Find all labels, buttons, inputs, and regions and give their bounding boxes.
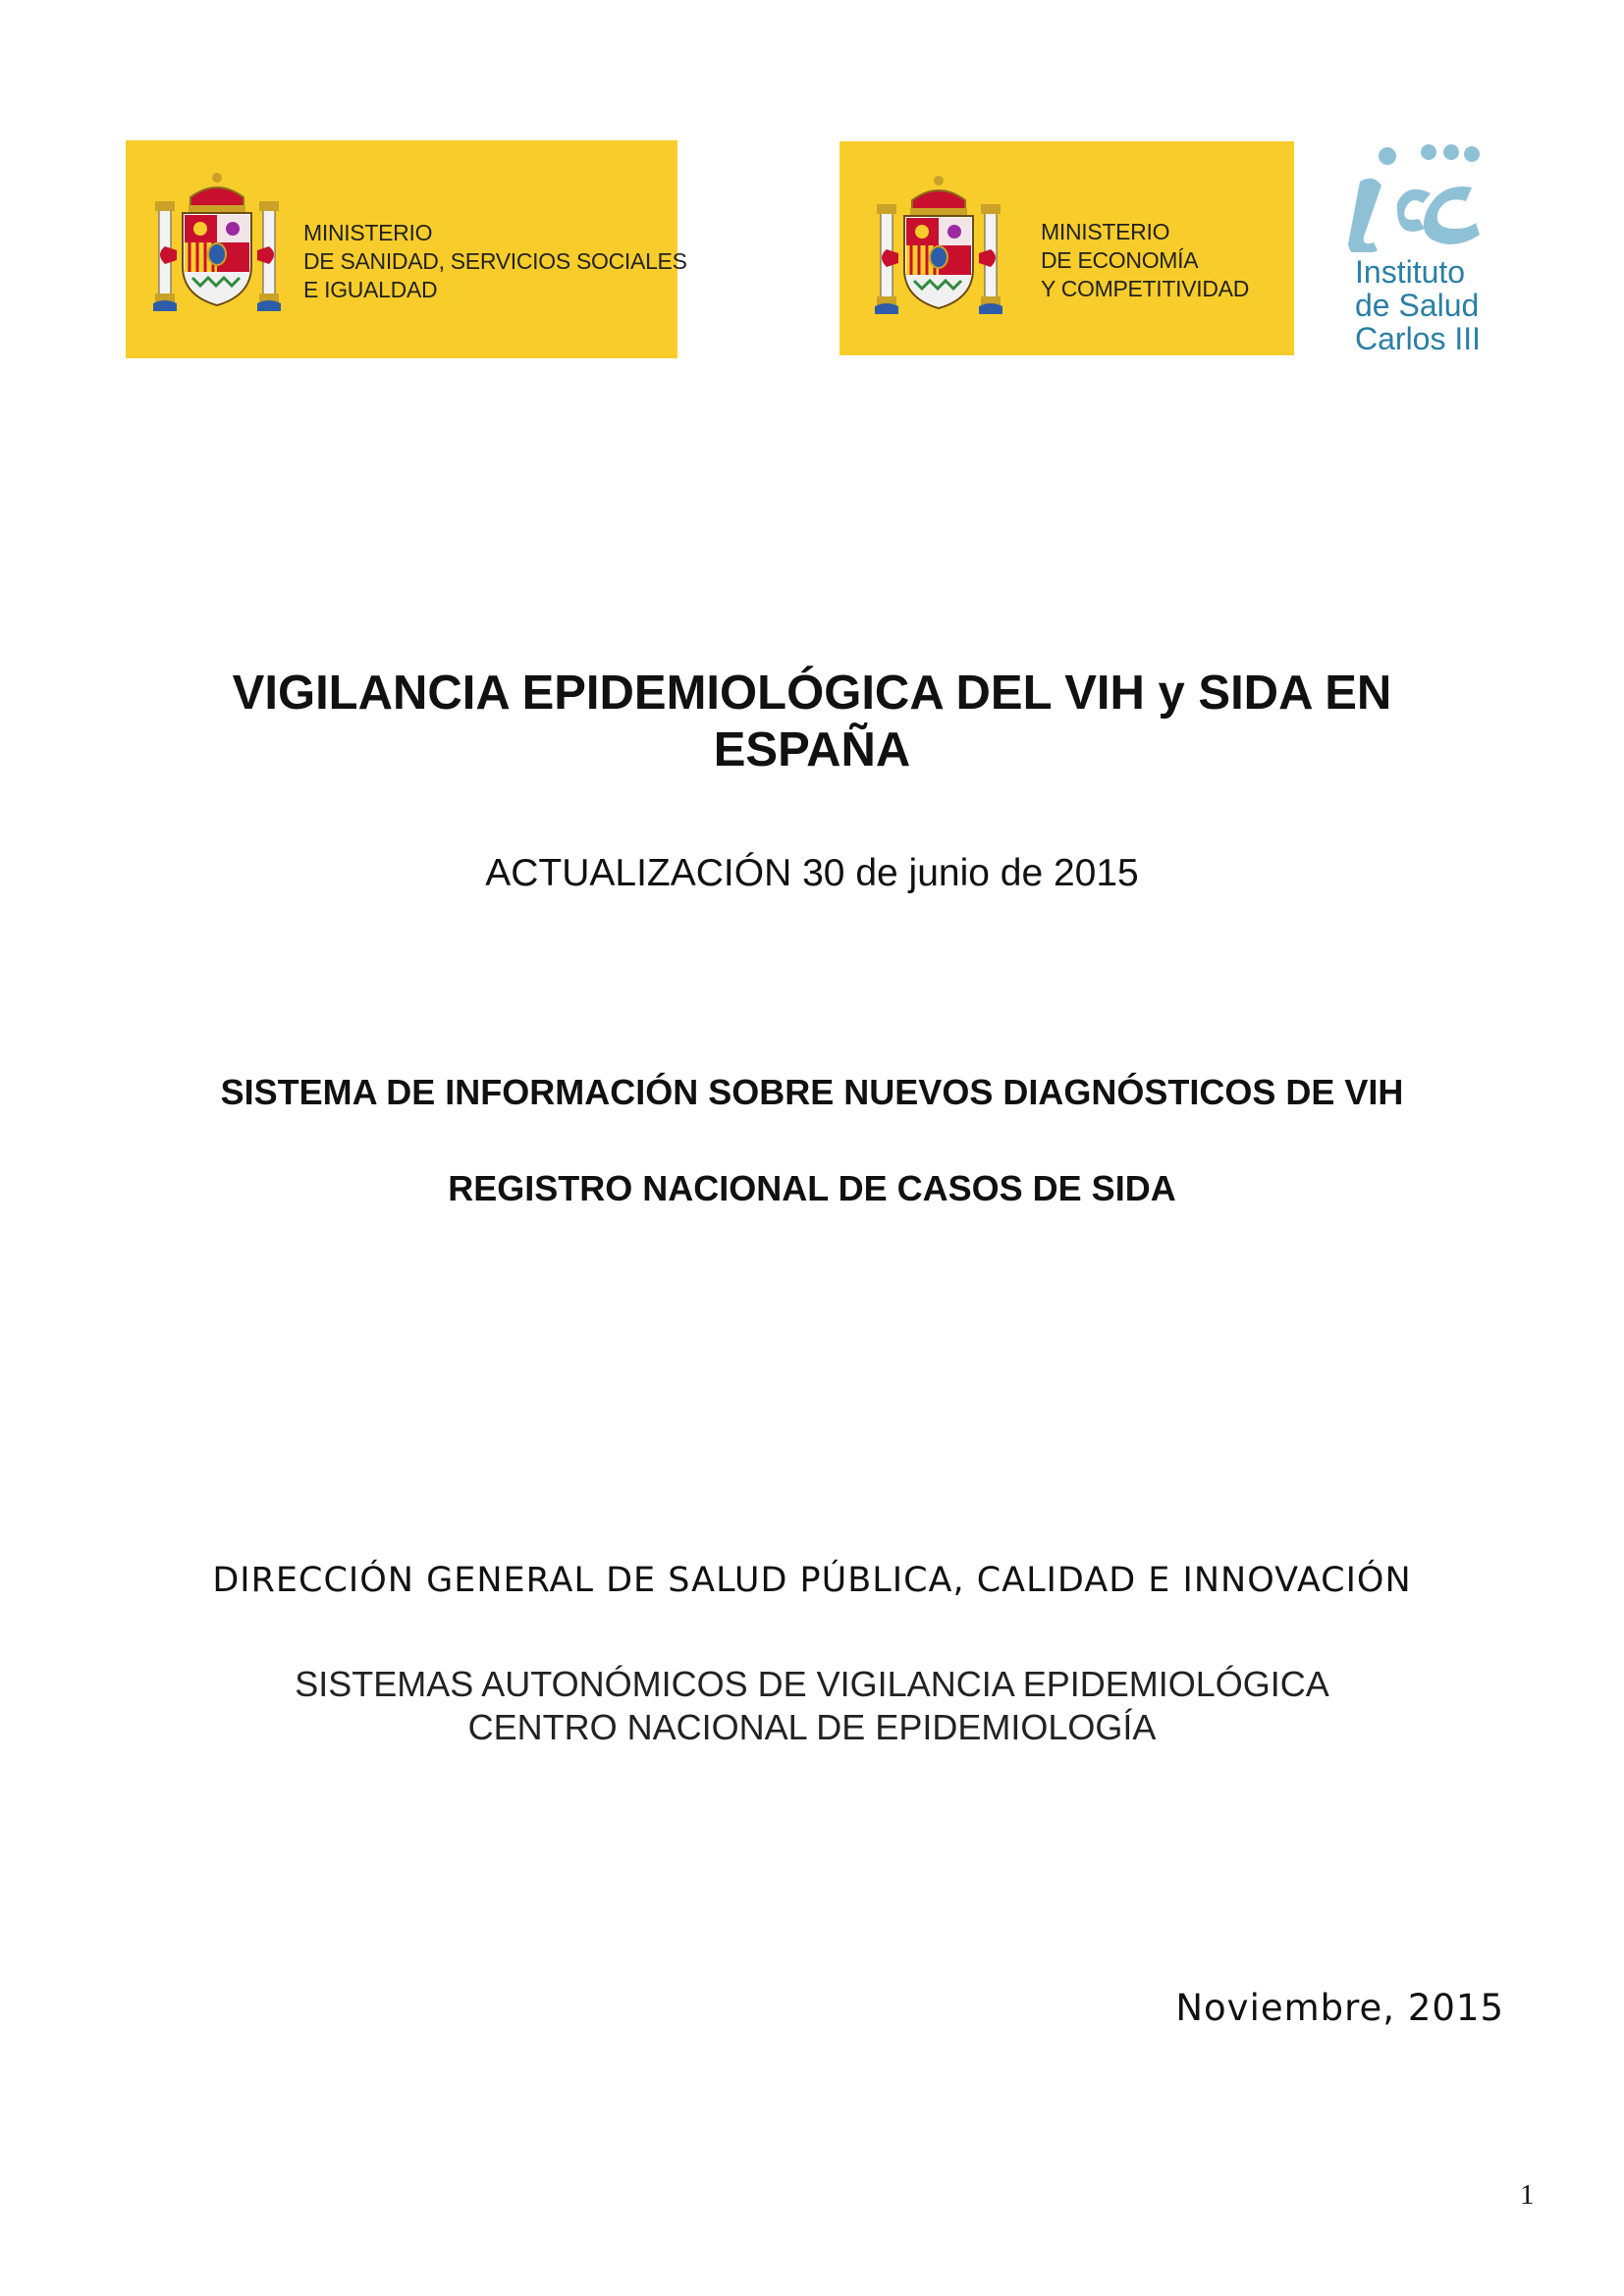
ministerio-economia-logo bbox=[839, 141, 1294, 355]
update-date: ACTUALIZACIÓN 30 de junio de 2015 bbox=[485, 852, 1139, 894]
isciii-mark-icon bbox=[1311, 142, 1483, 252]
logo-line: MINISTERIO bbox=[1041, 219, 1170, 244]
ministerio-sanidad-logo bbox=[126, 140, 687, 358]
systems-line: SISTEMAS AUTONÓMICOS DE VIGILANCIA EPIDEMIOLÓGICA bbox=[295, 1664, 1329, 1704]
registry-name: REGISTRO NACIONAL DE CASOS DE SIDA bbox=[448, 1168, 1176, 1208]
title-line: ESPAÑA bbox=[713, 723, 911, 776]
logo-line: MINISTERIO bbox=[303, 220, 433, 245]
ministerio-sanidad-text bbox=[303, 219, 687, 304]
logo-line: E IGUALDAD bbox=[303, 277, 438, 302]
logo-line: Y COMPETITIVIDAD bbox=[1041, 276, 1250, 301]
ministerio-economia-text bbox=[1041, 218, 1249, 303]
coat-of-arms-icon bbox=[875, 171, 1002, 318]
coat-of-arms-icon bbox=[153, 168, 281, 315]
document-title bbox=[118, 665, 1506, 778]
isciii-text bbox=[1355, 255, 1481, 355]
page-number: 1 bbox=[1520, 2179, 1535, 2211]
logo-line: de Salud bbox=[1355, 288, 1480, 323]
direction-name: DIRECCIÓN GENERAL DE SALUD PÚBLICA, CALIDAD E INNOVACIÓN bbox=[212, 1561, 1412, 1600]
title-line: VIGILANCIA EPIDEMIOLÓGICA DEL VIH y SIDA EN bbox=[232, 667, 1392, 720]
isciii-logo bbox=[1311, 142, 1483, 363]
logo-line: Instituto bbox=[1355, 254, 1466, 290]
logo-line: Carlos III bbox=[1355, 321, 1482, 356]
contributing-systems bbox=[0, 1663, 1624, 1749]
systems-line: CENTRO NACIONAL DE EPIDEMIOLOGÍA bbox=[467, 1707, 1157, 1747]
publication-date: Noviembre, 2015 bbox=[1175, 1987, 1504, 2029]
system-name: SISTEMA DE INFORMACIÓN SOBRE NUEVOS DIAGNÓSTICOS DE VIH bbox=[220, 1072, 1404, 1112]
logo-line: DE ECONOMÍA bbox=[1041, 247, 1199, 273]
logo-line: DE SANIDAD, SERVICIOS SOCIALES bbox=[303, 248, 687, 274]
